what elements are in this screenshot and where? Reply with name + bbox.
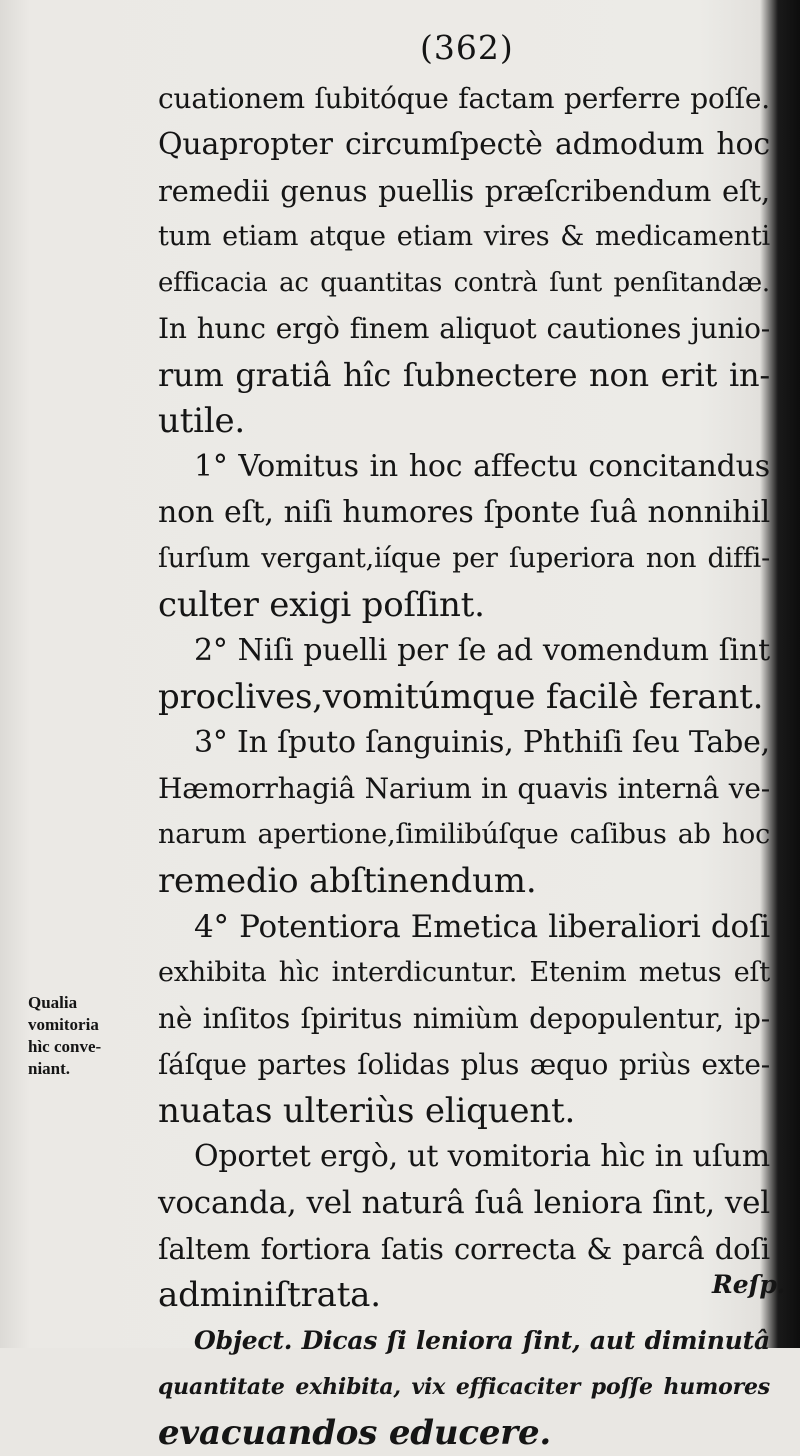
text-line: ſaltem fortiora ſatis correcta & parcâ doſi <box>158 1232 770 1266</box>
page-number: (362) <box>420 28 514 67</box>
text-line: exhibita hìc interdicuntur. Etenim metus eſt <box>158 957 770 988</box>
text-line: vocanda, vel naturâ ſuâ leniora ſint, vel <box>158 1185 770 1221</box>
text-line: proclives,vomitúmque facilè ferant. <box>158 677 764 717</box>
objection-line: evacuandos educere. <box>158 1413 552 1453</box>
text-line: cuationem ſubitóque factam perferre poſſe. <box>158 82 770 115</box>
margin-note-line: Qualia <box>28 993 78 1012</box>
text-line: Hæmorrhagiâ Narium in quavis internâ ve- <box>158 772 770 805</box>
objection-line: Object. Dicas ſi leniora ſint, aut diminutâ <box>194 1326 770 1355</box>
text-line: 3° In ſputo ſanguinis, Phthiſi ſeu Tabe, <box>194 725 770 760</box>
text-line: rum gratiâ hîc ſubnectere non erit in- <box>158 356 770 394</box>
text-line: adminiſtrata. <box>158 1275 381 1315</box>
text-line: 4° Potentiora Emetica liberaliori doſi <box>194 909 770 945</box>
margin-note <box>28 992 158 1080</box>
text-line: nè inſitos ſpiritus nimiùm depopulentur, ip- <box>158 1002 770 1035</box>
text-line: ſurſum vergant,iíque per ſuperiora non diffi- <box>158 543 770 574</box>
text-line: remedio abſtinendum. <box>158 861 537 901</box>
text-line: ſáſque partes ſolidas plus æquo priùs exte- <box>158 1048 770 1081</box>
margin-note-line: hìc conve- <box>28 1037 102 1056</box>
text-line: Oportet ergò, ut vomitoria hìc in uſum <box>194 1139 770 1174</box>
catchword: Reſp. <box>712 1270 786 1299</box>
text-line: narum apertione,ſimilibúſque caſibus ab hoc <box>158 819 770 850</box>
margin-note-line: niant. <box>28 1059 71 1078</box>
text-line: culter exigi poſſint. <box>158 585 485 625</box>
text-line: 2° Niſi puelli per ſe ad vomendum ſint <box>194 633 770 668</box>
text-line: tum etiam atque etiam vires & medicamenti <box>158 221 770 252</box>
margin-note-line: vomitoria <box>28 1015 99 1034</box>
text-line: In hunc ergò finem aliquot cautiones junio- <box>158 312 770 345</box>
text-line: efficacia ac quantitas contrà ſunt penſitandæ. <box>158 268 770 298</box>
body-text <box>158 76 770 1456</box>
text-line: utile. <box>158 401 246 441</box>
text-line: nuatas ulteriùs eliquent. <box>158 1091 576 1131</box>
objection-line: quantitate exhibita, vix efficaciter poſſe humores <box>158 1374 770 1400</box>
text-line: 1° Vomitus in hoc affectu concitandus <box>194 449 770 484</box>
text-line: Quapropter circumſpectè admodum hoc <box>158 127 770 162</box>
text-line: non eſt, niſi humores ſponte ſuâ nonnihil <box>158 495 770 530</box>
text-line: remedii genus puellis præſcribendum eſt, <box>158 174 770 208</box>
